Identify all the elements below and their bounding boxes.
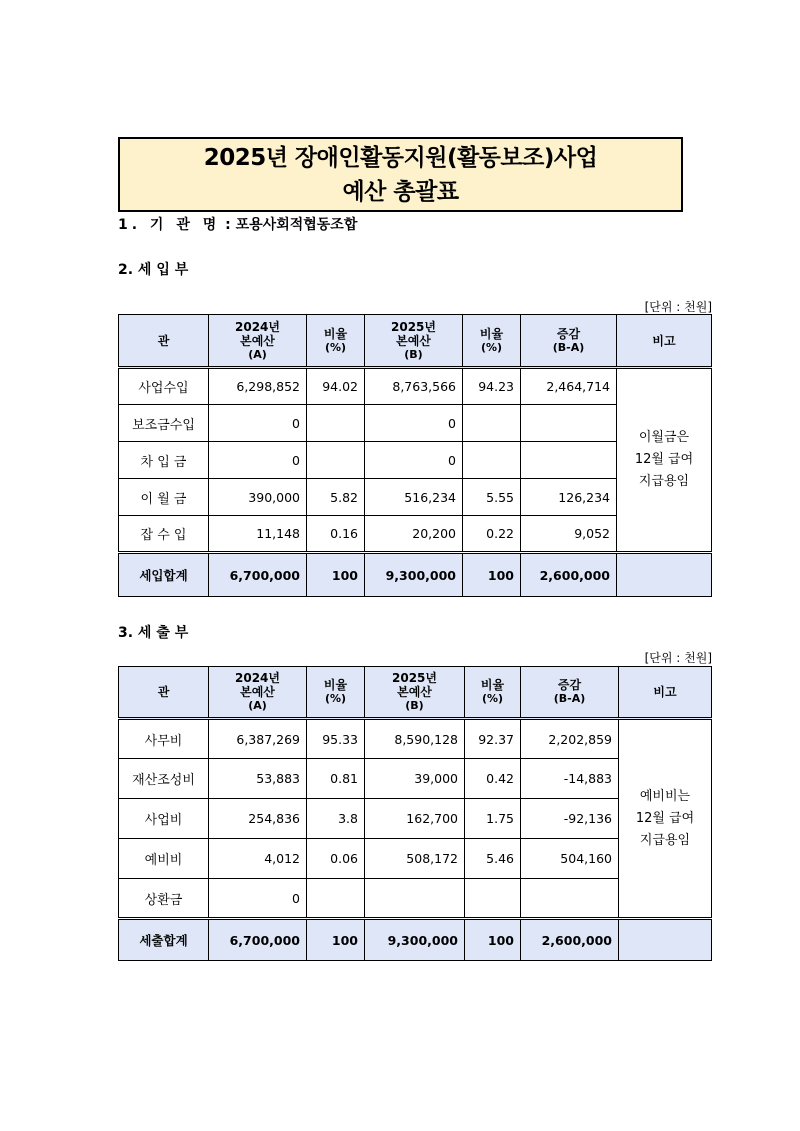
income-note-line: 이월금은 bbox=[638, 430, 690, 445]
expense-header-2024 bbox=[209, 667, 307, 719]
row-2024: 4,012 bbox=[209, 839, 307, 879]
total-2025: 9,300,000 bbox=[365, 553, 463, 597]
expense-header-ratio-b-unit: (%) bbox=[481, 692, 504, 705]
row-ratio-a bbox=[307, 442, 365, 479]
row-2024: 6,387,269 bbox=[209, 719, 307, 759]
row-2025: 0 bbox=[365, 405, 463, 442]
expense-unit: [단위 : 천원] bbox=[644, 651, 712, 665]
expense-total-row bbox=[119, 919, 712, 961]
income-header-ratio-a-unit: (%) bbox=[324, 340, 347, 354]
expense-note-line: 12월 급여 bbox=[635, 810, 695, 826]
total-ratio-b: 100 bbox=[463, 553, 521, 597]
row-ratio-b bbox=[465, 879, 521, 919]
expense-header-2025-type: 본예산 bbox=[397, 685, 432, 699]
row-name: 사업수입 bbox=[119, 368, 209, 405]
expense-header-ratio-b bbox=[465, 667, 521, 719]
org-label: 1. 기 관 명 bbox=[118, 217, 221, 233]
expense-header-gwan: 관 bbox=[119, 667, 209, 719]
expense-header-ratio-a-label: 비율 bbox=[323, 678, 348, 692]
income-header-ratio-b-unit: (%) bbox=[480, 340, 503, 354]
row-2025: 8,590,128 bbox=[365, 719, 465, 759]
income-header-ratio-b-label: 비율 bbox=[479, 326, 504, 341]
row-2025: 39,000 bbox=[365, 759, 465, 799]
row-name: 사무비 bbox=[119, 719, 209, 759]
row-diff: 2,464,714 bbox=[521, 368, 617, 405]
income-header-ratio-b bbox=[463, 315, 521, 368]
row-2025: 20,200 bbox=[365, 516, 463, 553]
income-note-line: 12월 급여 bbox=[634, 452, 694, 467]
row-ratio-a: 3.8 bbox=[307, 799, 365, 839]
income-header-2025-type: 본예산 bbox=[396, 333, 431, 348]
expense-header-diff bbox=[521, 667, 619, 719]
total-2024: 6,700,000 bbox=[209, 553, 307, 597]
expense-header-row bbox=[119, 667, 712, 719]
income-header-2024-code: (A) bbox=[248, 347, 267, 361]
row-name: 보조금수입 bbox=[119, 405, 209, 442]
income-header-ratio-a-label: 비율 bbox=[323, 326, 348, 341]
row-name: 이 월 금 bbox=[119, 479, 209, 516]
expense-header-diff-label: 증감 bbox=[557, 678, 582, 692]
row-name: 재산조성비 bbox=[119, 759, 209, 799]
row-2024: 11,148 bbox=[209, 516, 307, 553]
total-name: 세출합계 bbox=[119, 919, 209, 961]
total-note bbox=[619, 919, 712, 961]
income-header-gwan: 관 bbox=[119, 315, 209, 368]
table-row bbox=[119, 719, 712, 759]
org-sep: : bbox=[220, 217, 236, 233]
income-heading-text: 2. 세 입 부 bbox=[118, 262, 189, 278]
expense-heading-text: 3. 세 출 부 bbox=[118, 625, 189, 641]
table-row bbox=[119, 368, 712, 405]
income-header-diff bbox=[521, 315, 617, 368]
row-2024: 0 bbox=[209, 442, 307, 479]
total-ratio-a: 100 bbox=[307, 553, 365, 597]
expense-note-line: 예비비는 bbox=[639, 788, 691, 804]
income-header-row bbox=[119, 315, 712, 368]
row-diff bbox=[521, 405, 617, 442]
expense-table bbox=[118, 666, 712, 961]
row-diff: 504,160 bbox=[521, 839, 619, 879]
row-diff: 126,234 bbox=[521, 479, 617, 516]
expense-note bbox=[619, 719, 712, 919]
row-ratio-a: 0.16 bbox=[307, 516, 365, 553]
total-2024: 6,700,000 bbox=[209, 919, 307, 961]
income-heading bbox=[118, 259, 188, 279]
row-ratio-b bbox=[463, 405, 521, 442]
row-ratio-b: 0.22 bbox=[463, 516, 521, 553]
row-2024: 53,883 bbox=[209, 759, 307, 799]
org-line bbox=[118, 214, 357, 234]
row-ratio-b: 94.23 bbox=[463, 368, 521, 405]
row-ratio-a: 95.33 bbox=[307, 719, 365, 759]
row-diff bbox=[521, 879, 619, 919]
row-ratio-b: 92.37 bbox=[465, 719, 521, 759]
income-header-2024 bbox=[209, 315, 307, 368]
income-header-diff-label: 증감 bbox=[556, 326, 581, 341]
expense-header-2025 bbox=[365, 667, 465, 719]
income-header-2025 bbox=[365, 315, 463, 368]
income-header-2025-code: (B) bbox=[404, 347, 423, 361]
row-diff: 2,202,859 bbox=[521, 719, 619, 759]
expense-heading bbox=[118, 622, 188, 642]
row-ratio-b: 5.55 bbox=[463, 479, 521, 516]
expense-header-ratio-a-unit: (%) bbox=[324, 692, 347, 705]
expense-header-2024-type: 본예산 bbox=[240, 685, 275, 699]
income-header-note: 비고 bbox=[617, 315, 712, 368]
total-diff: 2,600,000 bbox=[521, 553, 617, 597]
row-diff bbox=[521, 442, 617, 479]
row-ratio-b bbox=[463, 442, 521, 479]
total-2025: 9,300,000 bbox=[365, 919, 465, 961]
row-diff: 9,052 bbox=[521, 516, 617, 553]
row-2025: 508,172 bbox=[365, 839, 465, 879]
row-2025: 162,700 bbox=[365, 799, 465, 839]
total-note bbox=[617, 553, 712, 597]
row-2025 bbox=[365, 879, 465, 919]
total-diff: 2,600,000 bbox=[521, 919, 619, 961]
income-header-2024-year: 2024년 bbox=[235, 319, 280, 334]
expense-header-ratio-a bbox=[307, 667, 365, 719]
row-ratio-b: 0.42 bbox=[465, 759, 521, 799]
total-name: 세입합계 bbox=[119, 553, 209, 597]
row-2025: 516,234 bbox=[365, 479, 463, 516]
row-diff: -14,883 bbox=[521, 759, 619, 799]
row-name: 차 입 금 bbox=[119, 442, 209, 479]
row-ratio-a bbox=[307, 405, 365, 442]
row-diff: -92,136 bbox=[521, 799, 619, 839]
income-total-row bbox=[119, 553, 712, 597]
income-note-line: 지급용임 bbox=[638, 474, 690, 489]
income-header-2024-type: 본예산 bbox=[240, 333, 275, 348]
expense-header-2024-code: (A) bbox=[248, 699, 267, 712]
row-ratio-b: 5.46 bbox=[465, 839, 521, 879]
expense-header-2025-code: (B) bbox=[405, 699, 424, 712]
expense-header-2025-year: 2025년 bbox=[392, 671, 437, 685]
row-2024: 390,000 bbox=[209, 479, 307, 516]
income-unit: [단위 : 천원] bbox=[644, 300, 712, 314]
row-ratio-a bbox=[307, 879, 365, 919]
income-note bbox=[617, 368, 712, 553]
row-2024: 0 bbox=[209, 879, 307, 919]
income-header-2025-year: 2025년 bbox=[391, 319, 436, 334]
expense-header-diff-unit: (B-A) bbox=[553, 692, 586, 705]
income-table bbox=[118, 314, 712, 597]
row-name: 사업비 bbox=[119, 799, 209, 839]
row-ratio-a: 5.82 bbox=[307, 479, 365, 516]
page-subtitle: 예산 총괄표 bbox=[342, 178, 459, 205]
title-box bbox=[118, 137, 683, 212]
row-ratio-a: 0.06 bbox=[307, 839, 365, 879]
expense-note-line: 지급용임 bbox=[639, 832, 691, 848]
row-2025: 8,763,566 bbox=[365, 368, 463, 405]
income-header-diff-unit: (B-A) bbox=[552, 340, 585, 354]
expense-header-note: 비고 bbox=[619, 667, 712, 719]
expense-header-2024-year: 2024년 bbox=[235, 671, 280, 685]
total-ratio-a: 100 bbox=[307, 919, 365, 961]
total-ratio-b: 100 bbox=[465, 919, 521, 961]
expense-header-ratio-b-label: 비율 bbox=[480, 678, 505, 692]
row-2025: 0 bbox=[365, 442, 463, 479]
row-name: 잡 수 입 bbox=[119, 516, 209, 553]
org-value: 포용사회적협동조합 bbox=[235, 217, 358, 233]
row-name: 상환금 bbox=[119, 879, 209, 919]
row-ratio-b: 1.75 bbox=[465, 799, 521, 839]
row-ratio-a: 94.02 bbox=[307, 368, 365, 405]
row-2024: 0 bbox=[209, 405, 307, 442]
row-2024: 6,298,852 bbox=[209, 368, 307, 405]
row-ratio-a: 0.81 bbox=[307, 759, 365, 799]
row-2024: 254,836 bbox=[209, 799, 307, 839]
row-name: 예비비 bbox=[119, 839, 209, 879]
income-header-ratio-a bbox=[307, 315, 365, 368]
page-title: 2025년 장애인활동지원(활동보조)사업 bbox=[203, 144, 598, 171]
